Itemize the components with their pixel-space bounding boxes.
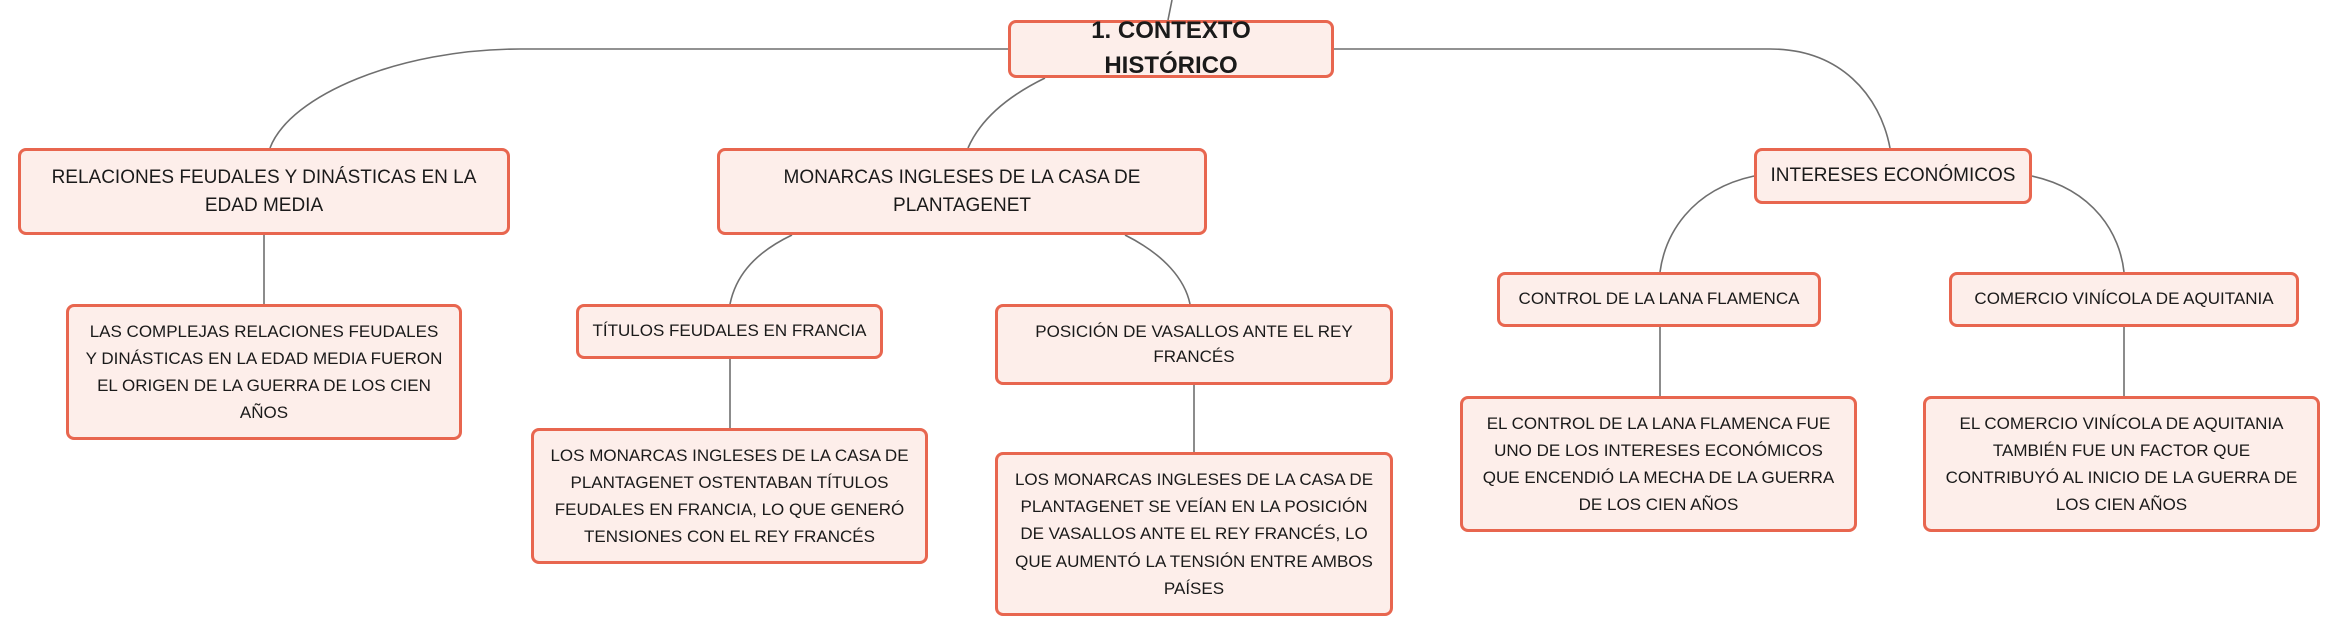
connector-branch-3-child-2 <box>2032 176 2124 272</box>
branch-economic-interests[interactable] <box>1754 148 2032 204</box>
detail-flemish-wool[interactable] <box>1460 396 1857 532</box>
connector-branch-3-child-1 <box>1660 176 1754 272</box>
detail-text: LOS MONARCAS INGLESES DE LA CASA DE PLANTAGENET OSTENTABAN TÍTULOS FEUDALES EN FRANCIA, LO QUE GENERÓ TENSIONES CON EL REY FRANCÉS <box>550 445 909 547</box>
branch-label: INTERESES ECONÓMICOS <box>1770 165 2016 187</box>
topic-aquitaine-wine[interactable] <box>1949 272 2299 327</box>
connector-branch-2-child-1 <box>730 235 792 304</box>
connector-root-to-branch-1 <box>270 49 1008 148</box>
branch-label: RELACIONES FEUDALES Y DINÁSTICAS EN LA EDAD MEDIA <box>51 166 477 216</box>
topic-feudal-titles[interactable] <box>576 304 883 359</box>
topic-label: TÍTULOS FEUDALES EN FRANCIA <box>592 321 867 341</box>
connector-root-to-branch-2 <box>968 78 1045 148</box>
topic-label: POSICIÓN DE VASALLOS ANTE EL REY FRANCÉS <box>1035 321 1353 366</box>
detail-text: EL COMERCIO VINÍCOLA DE AQUITANIA TAMBIÉN FUE UN FACTOR QUE CONTRIBUYÓ AL INICIO DE LA GUERRA DE LOS CIEN AÑOS <box>1945 413 2298 515</box>
topic-flemish-wool[interactable] <box>1497 272 1821 327</box>
branch-label: MONARCAS INGLESES DE LA CASA DE PLANTAGENET <box>783 166 1141 216</box>
detail-text: LAS COMPLEJAS RELACIONES FEUDALES Y DINÁSTICAS EN LA EDAD MEDIA FUERON EL ORIGEN DE LA GUERRA DE LOS CIEN AÑOS <box>85 321 443 423</box>
detail-feudal-relations[interactable] <box>66 304 462 440</box>
detail-vassal-position[interactable] <box>995 452 1393 616</box>
branch-plantagenet-monarchs[interactable] <box>717 148 1207 235</box>
root-topic-label: 1. CONTEXTO HISTÓRICO <box>1091 17 1251 79</box>
topic-label: CONTROL DE LA LANA FLAMENCA <box>1518 289 1800 309</box>
detail-text: EL CONTROL DE LA LANA FLAMENCA FUE UNO DE LOS INTERESES ECONÓMICOS QUE ENCENDIÓ LA MECHA DE LA GUERRA DE LOS CIEN AÑOS <box>1482 413 1835 515</box>
root-topic[interactable] <box>1008 17 1334 79</box>
connector-branch-2-child-2 <box>1125 235 1190 304</box>
branch-feudal-relations[interactable] <box>18 148 510 235</box>
topic-label: COMERCIO VINÍCOLA DE AQUITANIA <box>1974 289 2274 309</box>
detail-text: LOS MONARCAS INGLESES DE LA CASA DE PLANTAGENET SE VEÍAN EN LA POSICIÓN DE VASALLOS ANTE EL REY FRANCÉS, LO QUE AUMENTÓ LA TENSIÓN ENTRE AMBOS PAÍSES <box>1014 470 1374 598</box>
topic-vassal-position[interactable] <box>995 304 1393 385</box>
detail-aquitaine-wine[interactable] <box>1923 396 2320 532</box>
connector-root-to-branch-3 <box>1334 49 1890 148</box>
detail-feudal-titles[interactable] <box>531 428 928 564</box>
